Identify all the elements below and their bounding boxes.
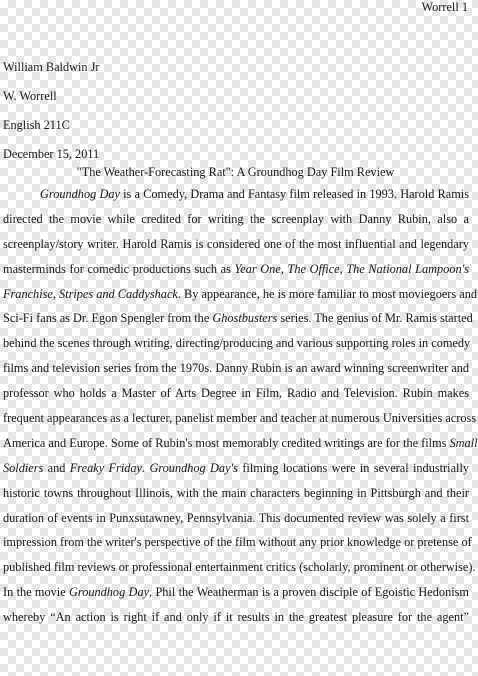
body-line: Sci-Fi fans as Dr. Egon Spengler from the Ghostbusters series. The genius of Mr. Ramis started — [3, 311, 473, 326]
course-name: English 211C — [3, 118, 70, 132]
body-line: Groundhog Day is a Comedy, Drama and Fantasy film released in 1993. Harold Ramis — [40, 187, 469, 201]
student-name: William Baldwin Jr — [3, 60, 100, 74]
body-line: historic towns throughout Illinois, with the main characters beginning in Pittsburgh and their — [3, 485, 469, 500]
essay-body — [3, 186, 478, 634]
body-line: frequent appearances as a lecturer, panelist member and teacher at numerous Universities across — [3, 411, 477, 426]
body-line: America and Europe. Some of Rubin's most memorably credited writings are for the films Small — [3, 435, 478, 450]
body-line: screenplay/story writer. Harold Ramis is considered one of the most influential and legendary — [3, 236, 469, 251]
body-line: Soldiers and Freaky Friday. Groundhog Day's filming locations were in several industrially — [3, 460, 470, 475]
running-header: Worrell 1 — [421, 0, 468, 14]
body-line: masterminds for comedic productions such as Year One, The Office, The National Lampoon's — [3, 261, 470, 276]
essay-title: "The Weather-Forecasting Rat": A Groundhog Day Film Review — [76, 165, 395, 179]
body-line: impression from the writer's perspective of the film without any prior knowledge or pretense of — [3, 535, 472, 550]
body-line: duration of events in Punxsutawney, Pennsylvania. This documented review was solely a first — [3, 510, 469, 525]
instructor-name: W. Worrell — [3, 89, 57, 103]
body-line: In the movie Groundhog Day, Phil the Weatherman is a proven disciple of Egoistic Hedonism — [3, 585, 469, 600]
body-line: behind the scenes through writing, directing/producing and various supporting roles in comedy — [3, 336, 471, 351]
heading-block — [3, 53, 100, 169]
body-line: directed the movie while credited for writing the screenplay with Danny Rubin, also a — [3, 211, 469, 226]
body-line: published film reviews or professional entertainment critics (scholarly, prominent or otherwise). — [3, 560, 476, 575]
body-line: Franchise, Stripes and Caddyshack. By appearance, he is more familiar to most moviegoers and — [3, 286, 478, 301]
body-line: films and television series from the 1970s. Danny Rubin is an award winning screenwriter and — [3, 361, 469, 376]
essay-date: December 15, 2011 — [3, 147, 100, 161]
body-line: whereby “An action is right if and only if it results in the greatest pleasure for the agent” — [3, 610, 469, 625]
body-line: professor who holds a Master of Arts Degree in Film, Radio and Television. Rubin makes — [3, 386, 469, 401]
